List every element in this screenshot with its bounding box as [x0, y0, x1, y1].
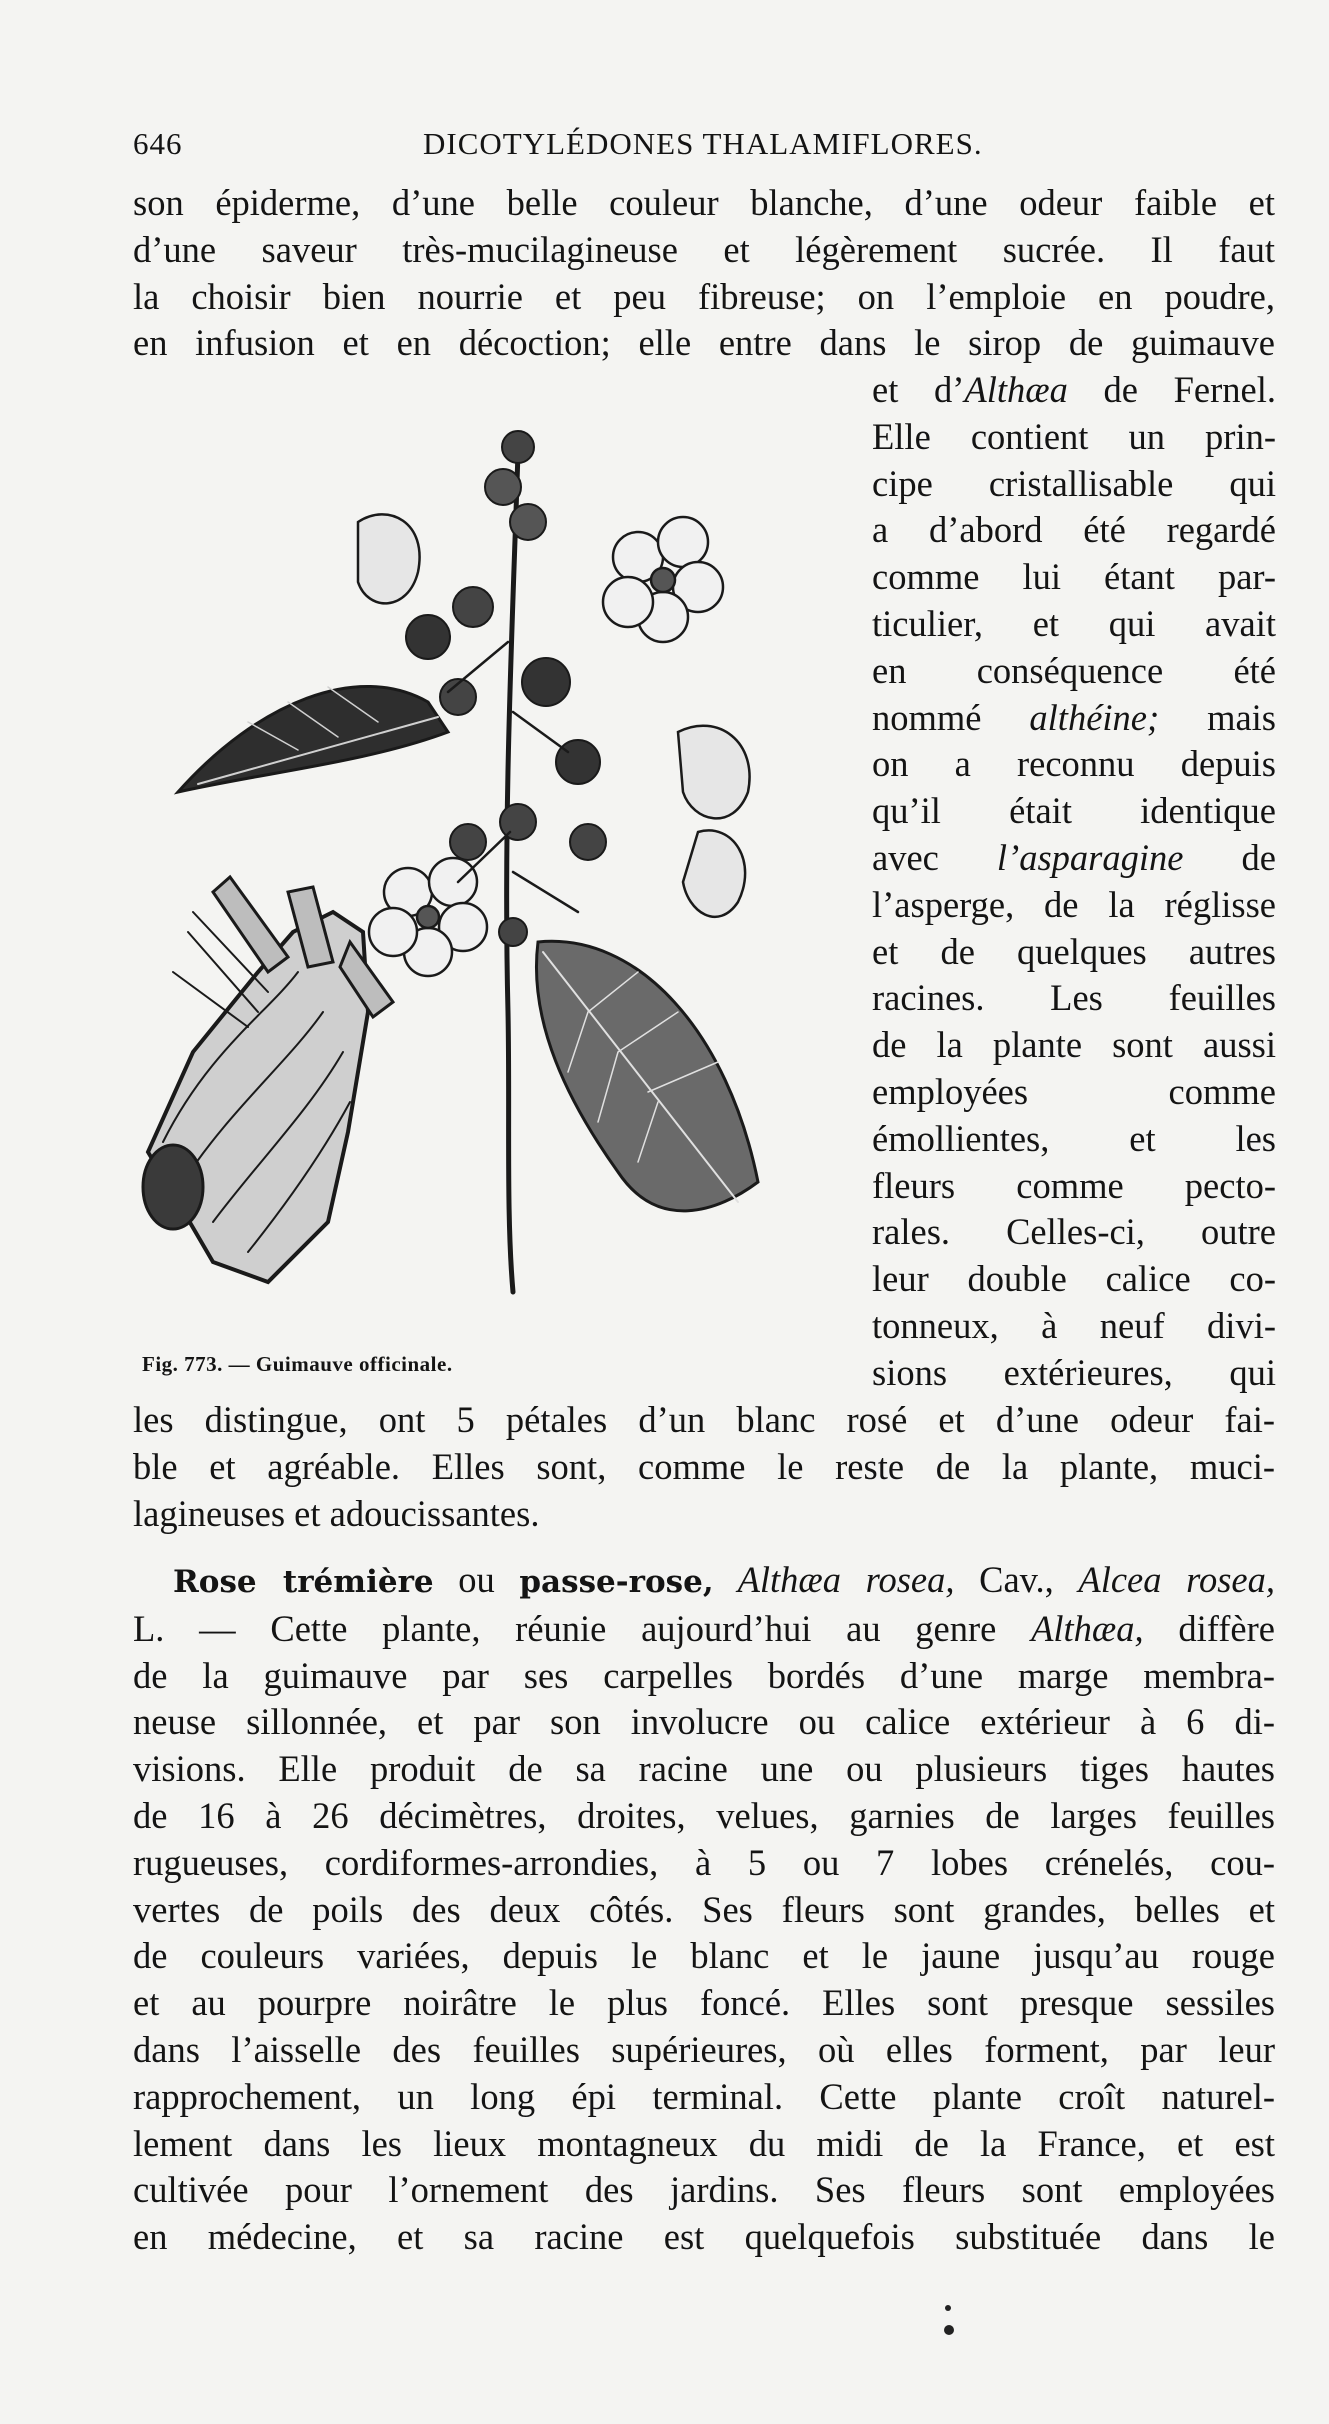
text-line: de couleurs variées, depuis le blanc et le jaune jusqu’au rouge	[133, 1935, 1275, 1977]
text-segment: mais	[1159, 696, 1276, 738]
text-line: vertes de poils des deux côtés. Ses fleurs sont grandes, belles et	[133, 1888, 1275, 1930]
text-italic: Althæa,	[1031, 1607, 1144, 1649]
text-segment: avec	[872, 836, 997, 878]
text-line: racines. Les feuilles	[872, 977, 1276, 1019]
text-line: leur double calice co-	[872, 1258, 1276, 1300]
text-line: neuse sillonnée, et par son involucre ou calice extérieur à 6 di-	[133, 1701, 1275, 1743]
text-line	[872, 695, 1276, 742]
text-line: lagineuses et adoucissantes.	[133, 1492, 540, 1534]
text-line: émollientes, et les	[872, 1117, 1276, 1159]
text-line: employées comme	[872, 1070, 1276, 1112]
text-line: visions. Elle produit de sa racine une ou plusieurs tiges hautes	[133, 1748, 1275, 1790]
paragraph-guimauve-top	[133, 180, 1275, 367]
text-italic: Althæa rosea,	[713, 1559, 955, 1600]
text-line: de la plante sont aussi	[872, 1024, 1276, 1066]
running-title: DICOTYLÉDONES THALAMIFLORES.	[423, 126, 983, 161]
text-line: les distingue, ont 5 pétales d’un blanc rosé et d’une odeur fai-	[133, 1399, 1275, 1440]
text-line: on a reconnu depuis	[872, 743, 1276, 785]
text-line	[133, 1557, 1275, 1606]
running-header	[133, 118, 1275, 168]
text-segment: nommé	[872, 696, 1030, 738]
page-number: 646	[133, 126, 183, 161]
entry-heading: Rose trémière	[173, 1564, 434, 1600]
text-italic: l’asparagine	[996, 836, 1184, 878]
text-line: comme lui étant par-	[872, 556, 1276, 598]
text-line: cultivée pour l’ornement des jardins. Ses fleurs sont employées	[133, 2169, 1275, 2211]
text-line: a d’abord été regardé	[872, 509, 1276, 551]
paragraph-rose-tremiere	[133, 1557, 1275, 2261]
text-line: ticulier, et qui avait	[872, 602, 1276, 644]
text-line	[872, 835, 1276, 882]
text-line: lement dans les lieux montagneux du midi de la France, et est	[133, 2122, 1275, 2164]
text-line: qu’il était identique	[872, 790, 1276, 832]
text-line: d’une saveur très-mucilagineuse et légèrement sucrée. Il faut	[133, 228, 1275, 270]
text-italic: althéine;	[1029, 696, 1160, 738]
text-line: fleurs comme pecto-	[872, 1164, 1276, 1206]
text-line: en conséquence été	[872, 649, 1276, 691]
text-line: rugueuses, cordiformes-arrondies, à 5 ou 7 lobes crénelés, cou-	[133, 1841, 1275, 1883]
text-line: de 16 à 26 décimètres, droites, velues, garnies de larges feuilles	[133, 1794, 1275, 1836]
print-speck-icon	[940, 2300, 956, 2340]
text-line: en médecine, et sa racine est quelquefois substituée dans le	[133, 2216, 1275, 2258]
text-line: l’asperge, de la réglisse	[872, 883, 1276, 925]
text-line: tonneux, à neuf divi-	[872, 1304, 1276, 1346]
text-line: sions extérieures, qui	[872, 1351, 1276, 1393]
text-segment: diffère	[1143, 1607, 1275, 1649]
text-segment: Cav.,	[954, 1559, 1079, 1600]
entry-heading: passe-rose,	[519, 1564, 714, 1600]
text-segment: de Fernel.	[1067, 369, 1277, 410]
text-segment: et d’	[872, 369, 965, 410]
figure-caption: Fig. 773. — Guimauve officinale.	[142, 1352, 453, 1376]
figure-guimauve-illustration	[118, 412, 818, 1397]
text-segment: L. — Cette plante, réunie aujourd’hui au genre	[133, 1607, 1032, 1649]
marshmallow-plant-engraving	[118, 412, 818, 1397]
paragraph-wrap-right-column	[872, 367, 1276, 1397]
text-italic: Althæa	[964, 369, 1068, 410]
text-line: de la guimauve par ses carpelles bordés d’une marge membra-	[133, 1654, 1275, 1696]
text-line: et au pourpre noirâtre le plus foncé. Elles sont presque sessiles	[133, 1982, 1275, 2024]
text-line: rapprochement, un long épi terminal. Cette plante croît naturel-	[133, 2075, 1275, 2117]
text-segment: ou	[433, 1559, 520, 1600]
text-line	[872, 367, 1276, 414]
text-line: ble et agréable. Elles sont, comme le reste de la plante, muci-	[133, 1445, 1275, 1487]
text-segment: de	[1183, 836, 1276, 878]
text-line	[133, 1606, 1275, 1653]
text-line: Elle contient un prin-	[872, 415, 1276, 457]
text-line: et de quelques autres	[872, 930, 1276, 972]
text-line: en infusion et en décoction; elle entre dans le sirop de guimauve	[133, 322, 1275, 364]
text-line: la choisir bien nourrie et peu fibreuse; on l’emploie en poudre,	[133, 275, 1275, 317]
text-italic: Alcea rosea,	[1078, 1559, 1276, 1600]
text-line: dans l’aisselle des feuilles supérieures, où elles forment, par leur	[133, 2028, 1275, 2070]
text-line: rales. Celles-ci, outre	[872, 1211, 1276, 1253]
paragraph-guimauve-end	[133, 1397, 1275, 1537]
text-line: cipe cristallisable qui	[872, 462, 1276, 504]
text-line: son épiderme, d’une belle couleur blanche, d’une odeur faible et	[133, 182, 1275, 223]
